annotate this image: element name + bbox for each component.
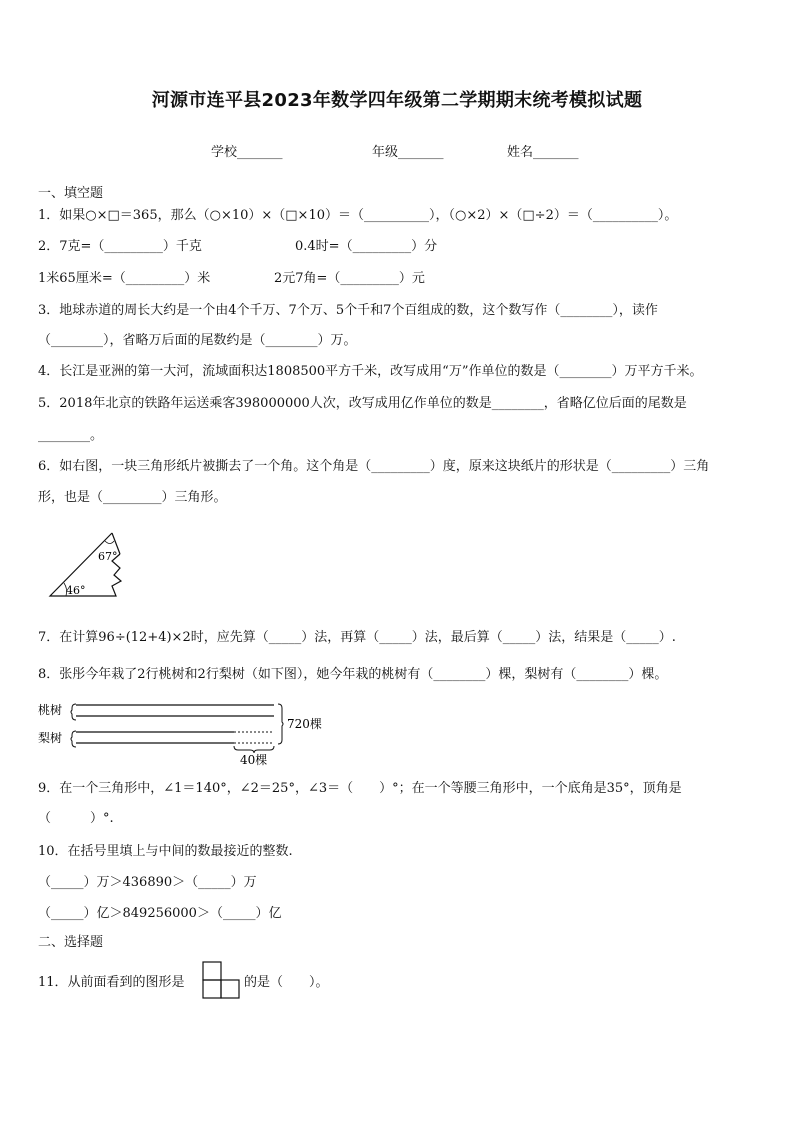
- question-7: 7．在计算96÷(12+4)×2时，应先算（_____）法，再算（_____）法，最后算（_____）法，结果是（_____）.: [38, 630, 676, 645]
- question-9-line1: 9．在一个三角形中，∠1＝140°，∠2＝25°，∠3＝（ ）°；在一个等腰三角形中，一个底角是35°，顶角是: [38, 781, 682, 796]
- question-2c: 1米65厘米=（_________）米: [38, 271, 211, 286]
- question-4: 4．长江是亚洲的第一大河，流域面积达1808500平方千米，改写成用“万”作单位的数是（________）万平方千米。: [38, 364, 703, 379]
- pear-tree-label: 梨树: [38, 731, 63, 745]
- question-1: 1．如果○×□＝365，那么（○×10）×（□×10）＝（__________），（○×2）×（□÷2）＝（__________）。: [38, 208, 678, 223]
- peach-tree-label: 桃树: [38, 703, 63, 717]
- question-11-suffix: 的是（ ）。: [244, 975, 329, 990]
- question-2d: 2元7角=（_________）元: [274, 271, 425, 286]
- question-3-line2: （________），省略万后面的尾数约是（________）万。: [38, 333, 357, 348]
- angle-top-label: 67°: [98, 550, 118, 563]
- question-6-line1: 6．如右图，一块三角形纸片被撕去了一个角。这个角是（_________）度，原来这块纸片的形状是（_________）三角: [38, 459, 710, 474]
- question-5-line2: ________。: [38, 428, 104, 443]
- torn-triangle-outline: [50, 533, 121, 596]
- section-multiple-choice: 二、选择题: [38, 935, 104, 950]
- question-9-line2: （ ）°.: [38, 811, 114, 826]
- difference-brace: [234, 746, 274, 753]
- question-6-line2: 形，也是（_________）三角形。: [38, 490, 227, 505]
- difference-label: 40棵: [240, 753, 268, 767]
- school-field[interactable]: 学校_______: [211, 145, 283, 160]
- torn-triangle-figure: [46, 528, 136, 602]
- cube-bottom-left: [203, 980, 221, 998]
- front-view-figure: [202, 961, 242, 1001]
- total-label: 720棵: [287, 717, 322, 731]
- question-11-prefix: 11．从前面看到的图形是: [38, 975, 185, 990]
- peach-brace: [71, 704, 76, 720]
- angle-left-label: 46°: [66, 584, 86, 597]
- question-10b: （_____）亿＞849256000＞（_____）亿: [38, 906, 282, 921]
- question-5-line1: 5．2018年北京的铁路年运送乘客398000000人次，改写成用亿作单位的数是________，省略亿位后面的尾数是: [38, 396, 687, 411]
- question-2b: 0.4时=（_________）分: [295, 239, 438, 254]
- question-10a: （_____）万＞436890＞（_____）万: [38, 875, 257, 890]
- pear-brace: [71, 731, 76, 747]
- top-angle-arc: [105, 541, 114, 544]
- cube-bottom-right: [221, 980, 239, 998]
- question-3-line1: 3．地球赤道的周长大约是一个由4个千万、7个万、5个千和7个百组成的数，这个数写作（________），读作: [38, 303, 658, 318]
- tree-diagram: [36, 696, 366, 768]
- cube-top-left: [203, 962, 221, 980]
- section-fill-in: 一、填空题: [38, 186, 104, 201]
- question-10: 10．在括号里填上与中间的数最接近的整数.: [38, 844, 293, 859]
- question-2a: 2．7克=（_________）千克: [38, 239, 202, 254]
- name-field[interactable]: 姓名_______: [507, 145, 579, 160]
- page-title: 河源市连平县2023年数学四年级第二学期期末统考模拟试题: [151, 90, 643, 111]
- grade-field[interactable]: 年级_______: [372, 145, 444, 160]
- total-brace: [278, 704, 283, 744]
- question-8: 8．张彤今年栽了2行桃树和2行梨树（如下图），她今年栽的桃树有（________）棵，梨树有（________）棵。: [38, 667, 668, 682]
